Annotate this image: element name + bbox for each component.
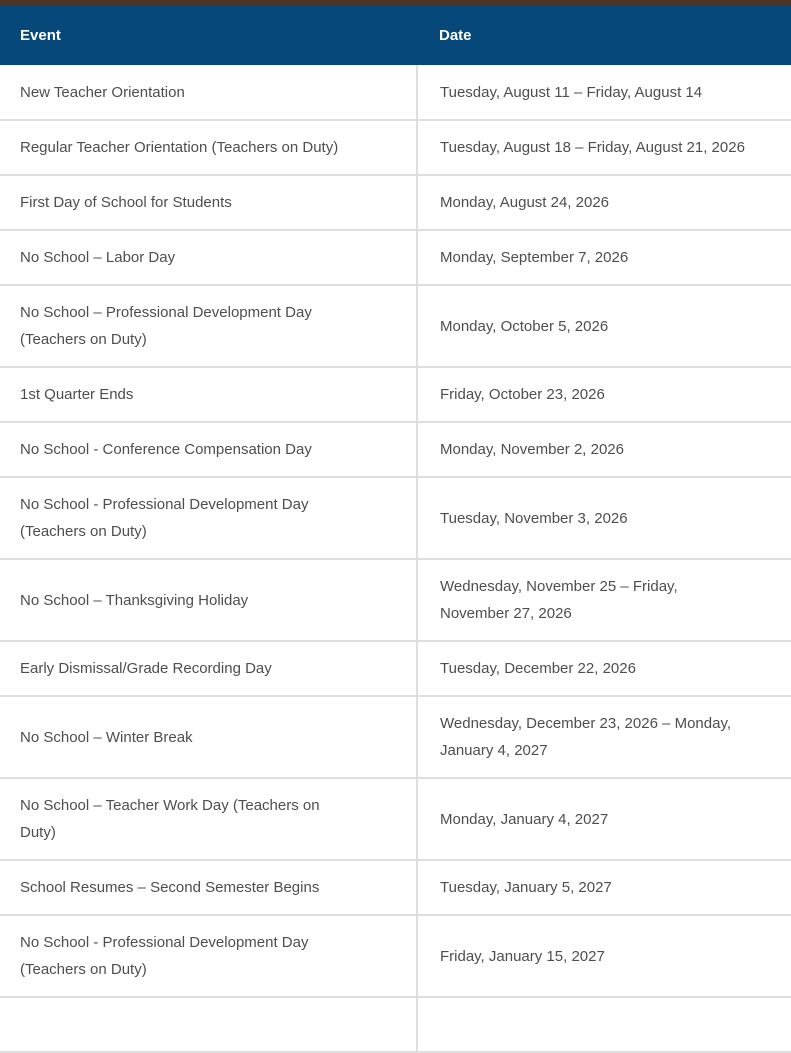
date-cell <box>417 285 791 367</box>
table-row <box>0 65 791 120</box>
event-text: No School – Professional Development Day <box>20 304 312 321</box>
event-cell <box>0 285 417 367</box>
table-body <box>0 65 791 1052</box>
event-cell <box>0 422 417 477</box>
date-text: November 27, 2026 <box>440 605 572 622</box>
date-cell <box>417 477 791 559</box>
date-text: Friday, January 15, 2027 <box>440 947 605 965</box>
event-cell <box>0 641 417 696</box>
event-text: No School - Professional Development Day <box>20 496 309 513</box>
table-row <box>0 175 791 230</box>
date-text: Monday, August 24, 2026 <box>440 194 610 211</box>
event-cell <box>0 696 417 778</box>
table-row <box>0 860 791 915</box>
date-cell <box>417 175 791 230</box>
event-cell <box>0 997 417 1052</box>
event-cell <box>0 65 417 120</box>
event-text: No School – Labor Day <box>20 249 176 266</box>
event-text: Duty) <box>20 824 56 841</box>
date-text: Monday, October 5, 2026 <box>440 317 609 335</box>
table-row <box>0 477 791 559</box>
date-text: Tuesday, December 22, 2026 <box>440 660 636 677</box>
table-row <box>0 559 791 641</box>
event-text: Early Dismissal/Grade Recording Day <box>20 660 272 677</box>
date-cell <box>417 559 791 641</box>
date-cell <box>417 230 791 285</box>
event-text: (Teachers on Duty) <box>20 961 147 978</box>
table-row <box>0 915 791 997</box>
event-cell <box>0 778 417 860</box>
table-header <box>0 5 791 65</box>
date-text: January 4, 2027 <box>440 742 548 759</box>
event-column-header: Event <box>20 26 61 44</box>
date-text: Wednesday, December 23, 2026 – Monday, <box>440 715 732 732</box>
event-text: No School – Thanksgiving Holiday <box>20 591 249 609</box>
date-cell <box>417 860 791 915</box>
event-cell <box>0 860 417 915</box>
event-cell <box>0 477 417 559</box>
table-row <box>0 285 791 367</box>
table-row <box>0 997 791 1052</box>
date-cell <box>417 696 791 778</box>
date-text: Tuesday, August 18 – Friday, August 21, 2026 <box>440 139 745 156</box>
date-cell <box>417 422 791 477</box>
event-cell <box>0 915 417 997</box>
date-cell <box>417 915 791 997</box>
table-row <box>0 120 791 175</box>
event-text: First Day of School for Students <box>20 194 232 211</box>
table-row <box>0 367 791 422</box>
table-row <box>0 230 791 285</box>
date-column-header: Date <box>439 26 472 44</box>
date-text: Friday, October 23, 2026 <box>440 386 605 403</box>
table-row <box>0 422 791 477</box>
event-cell <box>0 559 417 641</box>
event-text: No School – Winter Break <box>20 728 193 746</box>
date-text: Tuesday, August 11 – Friday, August 14 <box>440 83 703 101</box>
event-text: (Teachers on Duty) <box>20 523 147 540</box>
date-text: Tuesday, January 5, 2027 <box>440 879 612 896</box>
date-cell <box>417 997 791 1052</box>
event-text: New Teacher Orientation <box>20 83 185 101</box>
event-cell <box>0 367 417 422</box>
event-cell <box>0 230 417 285</box>
event-text: School Resumes – Second Semester Begins <box>20 879 320 896</box>
date-cell <box>417 65 791 120</box>
school-calendar-table <box>0 5 791 1053</box>
event-text: No School – Teacher Work Day (Teachers on <box>20 797 320 814</box>
event-text: Regular Teacher Orientation (Teachers on Duty) <box>20 139 339 156</box>
date-cell <box>417 367 791 422</box>
date-cell <box>417 641 791 696</box>
date-text: Monday, September 7, 2026 <box>440 249 629 266</box>
event-text: 1st Quarter Ends <box>20 386 134 403</box>
event-cell <box>0 175 417 230</box>
date-text: Wednesday, November 25 – Friday, <box>440 578 678 595</box>
date-cell <box>417 778 791 860</box>
date-cell <box>417 120 791 175</box>
table-row <box>0 641 791 696</box>
table-row <box>0 696 791 778</box>
date-text: Monday, November 2, 2026 <box>440 441 624 458</box>
event-cell <box>0 120 417 175</box>
event-text: (Teachers on Duty) <box>20 331 147 348</box>
event-text: No School - Professional Development Day <box>20 934 309 951</box>
date-text: Tuesday, November 3, 2026 <box>440 509 628 527</box>
table-row <box>0 778 791 860</box>
header-row <box>0 5 791 65</box>
event-text: No School - Conference Compensation Day <box>20 441 312 458</box>
date-text: Monday, January 4, 2027 <box>440 810 609 828</box>
